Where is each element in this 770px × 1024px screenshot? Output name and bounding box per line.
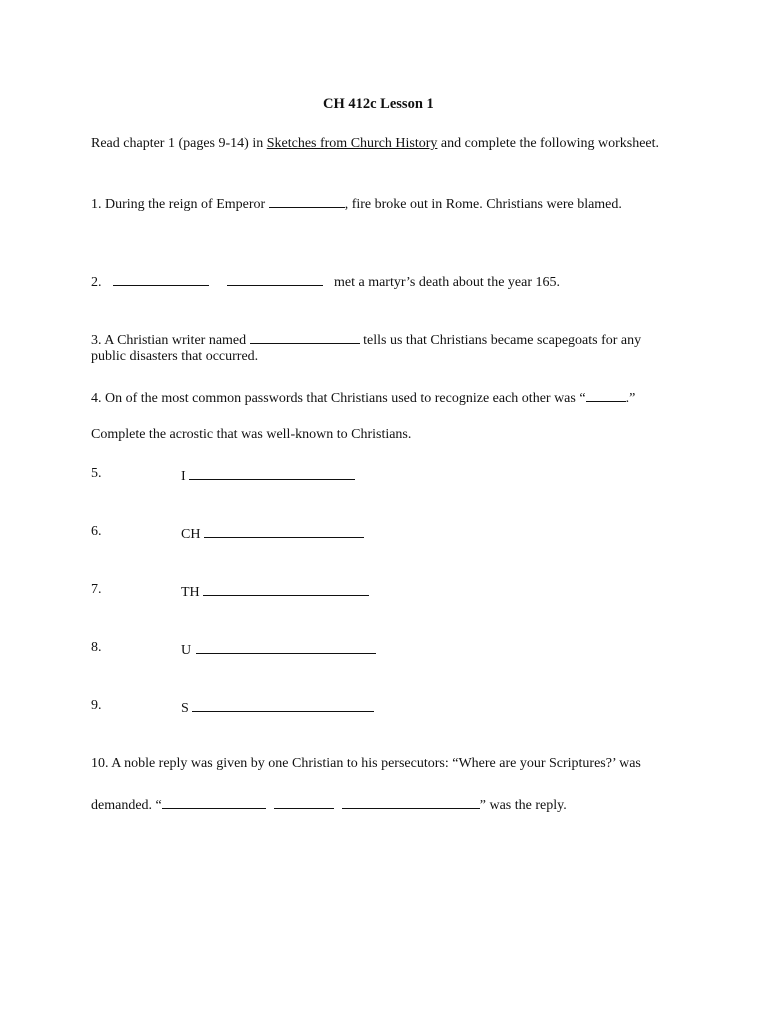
acrostic-letter: I bbox=[181, 469, 186, 484]
question-4-text-a: 4. On of the most common passwords that Christians used to recognize each other was “ bbox=[91, 391, 586, 406]
answer-blank-writer[interactable] bbox=[250, 329, 360, 344]
question-3 bbox=[91, 329, 641, 350]
acrostic-number: 6. bbox=[91, 524, 102, 539]
answer-blank-emperor[interactable] bbox=[269, 193, 345, 208]
question-3-text-a: 3. A Christian writer named bbox=[91, 333, 250, 348]
acrostic-row bbox=[91, 581, 102, 599]
question-1 bbox=[91, 193, 622, 214]
question-2 bbox=[91, 271, 560, 292]
question-1-text-a: 1. During the reign of Emperor bbox=[91, 197, 269, 212]
acrostic-letter: S bbox=[181, 701, 189, 716]
answer-blank-martyr-1[interactable] bbox=[113, 271, 209, 286]
acrostic-letter: CH bbox=[181, 527, 201, 542]
acrostic-letter: TH bbox=[181, 585, 200, 600]
acrostic-entry bbox=[181, 465, 355, 486]
intro-instruction bbox=[91, 135, 659, 153]
question-1-text-b: , fire broke out in Rome. Christians were blamed. bbox=[344, 197, 622, 212]
answer-blank-password[interactable] bbox=[586, 387, 626, 402]
acrostic-row bbox=[91, 465, 102, 483]
acrostic-letter: U bbox=[181, 643, 192, 658]
acrostic-row bbox=[91, 639, 102, 657]
acrostic-row bbox=[91, 523, 102, 541]
acrostic-number: 5. bbox=[91, 466, 102, 481]
answer-blank-martyr-2[interactable] bbox=[227, 271, 323, 286]
acrostic-entry bbox=[181, 639, 376, 660]
intro-after: and complete the following worksheet. bbox=[437, 136, 660, 151]
acrostic-entry bbox=[181, 523, 364, 544]
book-title: Sketches from Church History bbox=[266, 136, 438, 151]
answer-blank-reply-2[interactable] bbox=[274, 794, 334, 809]
question-10: 10. A noble reply was given by one Christian to his persecutors: “Where are your Scriptures?’ was bbox=[91, 756, 641, 771]
acrostic-blank[interactable] bbox=[204, 523, 364, 538]
question-2-text: met a martyr’s death about the year 165. bbox=[334, 275, 560, 290]
intro-before: Read chapter 1 (pages 9-14) in bbox=[91, 136, 267, 151]
acrostic-blank[interactable] bbox=[203, 581, 369, 596]
acrostic-blank[interactable] bbox=[189, 465, 355, 480]
acrostic-instruction: Complete the acrostic that was well-known to Christians. bbox=[91, 427, 412, 442]
question-2-number: 2. bbox=[91, 275, 102, 290]
acrostic-row bbox=[91, 697, 102, 715]
acrostic-entry bbox=[181, 697, 374, 718]
question-3-continued: public disasters that occurred. bbox=[91, 349, 259, 364]
acrostic-number: 7. bbox=[91, 582, 102, 597]
question-10-text-b: demanded. “ bbox=[91, 798, 162, 813]
acrostic-blank[interactable] bbox=[196, 639, 376, 654]
question-10-reply bbox=[91, 794, 567, 815]
worksheet-title: CH 412c Lesson 1 bbox=[323, 96, 434, 112]
question-10-text-c: ” was the reply. bbox=[479, 798, 567, 813]
acrostic-number: 9. bbox=[91, 698, 102, 713]
acrostic-blank[interactable] bbox=[192, 697, 374, 712]
answer-blank-reply-3[interactable] bbox=[342, 794, 480, 809]
answer-blank-reply-1[interactable] bbox=[162, 794, 266, 809]
acrostic-number: 8. bbox=[91, 640, 102, 655]
question-4-text-b: .” bbox=[625, 391, 636, 406]
acrostic-entry bbox=[181, 581, 369, 602]
question-3-text-b: tells us that Christians became scapegoats for any bbox=[359, 333, 642, 348]
question-4 bbox=[91, 387, 635, 408]
